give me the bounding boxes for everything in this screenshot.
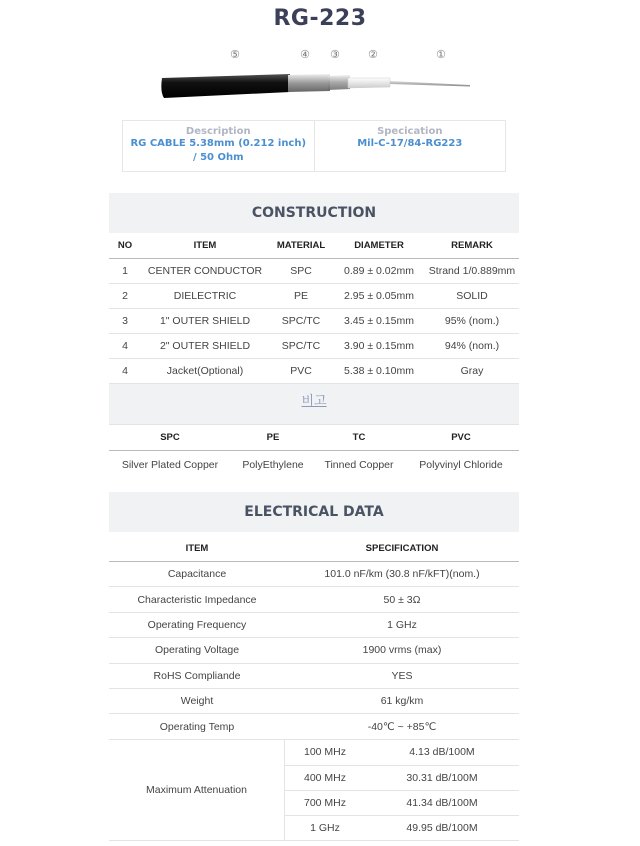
construction-cell: SPC bbox=[290, 265, 312, 277]
electrical-col-item: ITEM bbox=[185, 543, 209, 554]
attenuation-row bbox=[285, 790, 519, 815]
construction-cell: 3 bbox=[122, 315, 128, 327]
cable-marker-4: ④ bbox=[300, 48, 310, 61]
construction-cell: SOLID bbox=[456, 290, 488, 302]
attenuation-label: Maximum Attenuation bbox=[109, 740, 285, 840]
table-row bbox=[109, 638, 519, 663]
construction-cell: DIELECTRIC bbox=[173, 290, 237, 302]
table-row bbox=[109, 334, 519, 359]
electrical-cell: Characteristic Impedance bbox=[137, 593, 257, 606]
attenuation-block bbox=[109, 740, 519, 841]
attenuation-row bbox=[285, 765, 519, 790]
remarks-col-pvc: PVC bbox=[451, 432, 471, 443]
table-row bbox=[109, 613, 519, 638]
electrical-cell: 61 kg/km bbox=[380, 695, 424, 708]
construction-cell: CENTER CONDUCTOR bbox=[147, 265, 263, 277]
attenuation-value: 41.34 dB/100M bbox=[406, 796, 478, 809]
table-row bbox=[109, 562, 519, 587]
electrical-cell: RoHS Compliande bbox=[153, 669, 241, 682]
construction-section bbox=[109, 193, 519, 478]
specification-value: Mil-C-17/84-RG223 bbox=[357, 138, 463, 149]
cable-marker-5: ⑤ bbox=[230, 48, 240, 61]
construction-cell: 4 bbox=[122, 365, 128, 377]
table-row bbox=[109, 359, 519, 384]
electrical-cell: Capacitance bbox=[167, 568, 227, 581]
construction-cell: 2 bbox=[122, 290, 128, 302]
page-title: RG-223 bbox=[273, 6, 367, 31]
description-label: Description bbox=[185, 126, 251, 137]
table-row bbox=[109, 664, 519, 689]
attenuation-value: 4.13 dB/100M bbox=[409, 746, 475, 759]
table-row bbox=[109, 689, 519, 714]
construction-col-diameter: DIAMETER bbox=[354, 240, 404, 251]
cable-marker-2: ② bbox=[368, 48, 378, 61]
attenuation-value: 30.31 dB/100M bbox=[406, 771, 478, 784]
remarks-header-row bbox=[109, 424, 519, 451]
construction-cell: PVC bbox=[290, 365, 312, 377]
construction-cell: SPC/TC bbox=[281, 340, 321, 352]
specification-label: Specication bbox=[377, 126, 443, 137]
construction-cell: 1 bbox=[122, 265, 128, 277]
attenuation-row bbox=[285, 815, 519, 840]
cable-marker-1: ① bbox=[436, 48, 446, 61]
electrical-cell: Operating Temp bbox=[159, 720, 235, 733]
construction-cell: 1" OUTER SHIELD bbox=[159, 315, 251, 327]
construction-cell: SPC/TC bbox=[281, 315, 321, 327]
cable-marker-3: ③ bbox=[330, 48, 340, 61]
construction-cell: 0.89 ± 0.02mm bbox=[344, 265, 414, 277]
attenuation-value: 49.95 dB/100M bbox=[406, 821, 478, 834]
cable-info-box bbox=[122, 120, 506, 172]
table-row bbox=[109, 284, 519, 309]
construction-cell: 5.38 ± 0.10mm bbox=[344, 365, 414, 377]
electrical-cell: Operating Frequency bbox=[147, 618, 247, 631]
construction-col-remark: REMARK bbox=[451, 240, 493, 251]
construction-col-material: MATERIAL bbox=[276, 240, 326, 251]
construction-cell: 3.90 ± 0.15mm bbox=[344, 340, 414, 352]
remarks-col-spc: SPC bbox=[160, 432, 180, 443]
construction-cell: 95% (nom.) bbox=[444, 315, 500, 327]
construction-cell: Strand 1/0.889mm bbox=[428, 265, 516, 277]
construction-cell: 2" OUTER SHIELD bbox=[159, 340, 251, 352]
electrical-cell: 1900 vrms (max) bbox=[362, 644, 442, 657]
electrical-col-spec: SPECIFICATION bbox=[365, 543, 439, 554]
construction-col-no: NO bbox=[117, 240, 133, 251]
construction-cell: PE bbox=[293, 290, 308, 302]
remarks-value-pe: PolyEthylene bbox=[242, 458, 304, 471]
table-row bbox=[109, 309, 519, 334]
electrical-section bbox=[109, 492, 519, 841]
cable-illustration bbox=[150, 48, 490, 110]
construction-header-row bbox=[109, 233, 519, 259]
table-row bbox=[109, 259, 519, 284]
electrical-cell: Operating Voltage bbox=[154, 644, 240, 657]
construction-cell: Jacket(Optional) bbox=[166, 365, 244, 377]
specification-column bbox=[314, 121, 506, 171]
description-value: RG CABLE 5.38mm (0.212 inch) / 50 Ohm bbox=[130, 138, 307, 163]
attenuation-frequency: 400 MHz bbox=[303, 771, 346, 784]
cable-image bbox=[150, 48, 490, 110]
construction-cell: 2.95 ± 0.05mm bbox=[344, 290, 414, 302]
table-row bbox=[109, 714, 519, 739]
construction-heading: CONSTRUCTION bbox=[109, 193, 519, 233]
electrical-cell: 1 GHz bbox=[387, 618, 417, 631]
description-column bbox=[123, 121, 314, 171]
electrical-cell: YES bbox=[391, 669, 413, 682]
electrical-header-row bbox=[109, 536, 519, 562]
electrical-cell: 50 ± 3Ω bbox=[383, 593, 421, 606]
attenuation-row bbox=[285, 740, 519, 765]
table-row bbox=[109, 587, 519, 612]
electrical-cell: -40℃ ~ +85℃ bbox=[367, 720, 437, 733]
attenuation-frequency: 700 MHz bbox=[303, 796, 346, 809]
construction-col-item: ITEM bbox=[193, 240, 217, 251]
remarks-col-tc: TC bbox=[352, 432, 366, 443]
remarks-value-spc: Silver Plated Copper bbox=[121, 458, 219, 471]
remarks-col-pe: PE bbox=[266, 432, 280, 443]
attenuation-frequency: 100 MHz bbox=[303, 746, 346, 759]
electrical-heading: ELECTRICAL DATA bbox=[109, 492, 519, 532]
construction-cell: 3.45 ± 0.15mm bbox=[344, 315, 414, 327]
remarks-label: 비고 bbox=[109, 384, 519, 424]
electrical-cell: Weight bbox=[180, 695, 214, 708]
construction-cell: Gray bbox=[460, 365, 484, 377]
remarks-value-row bbox=[109, 451, 519, 478]
electrical-cell: 101.0 nF/km (30.8 nF/kFT)(nom.) bbox=[324, 568, 480, 581]
construction-cell: 4 bbox=[122, 340, 128, 352]
attenuation-frequency: 1 GHz bbox=[310, 821, 340, 834]
remarks-value-tc: Tinned Copper bbox=[324, 458, 394, 471]
remarks-value-pvc: Polyvinyl Chloride bbox=[419, 458, 503, 471]
construction-cell: 94% (nom.) bbox=[444, 340, 500, 352]
